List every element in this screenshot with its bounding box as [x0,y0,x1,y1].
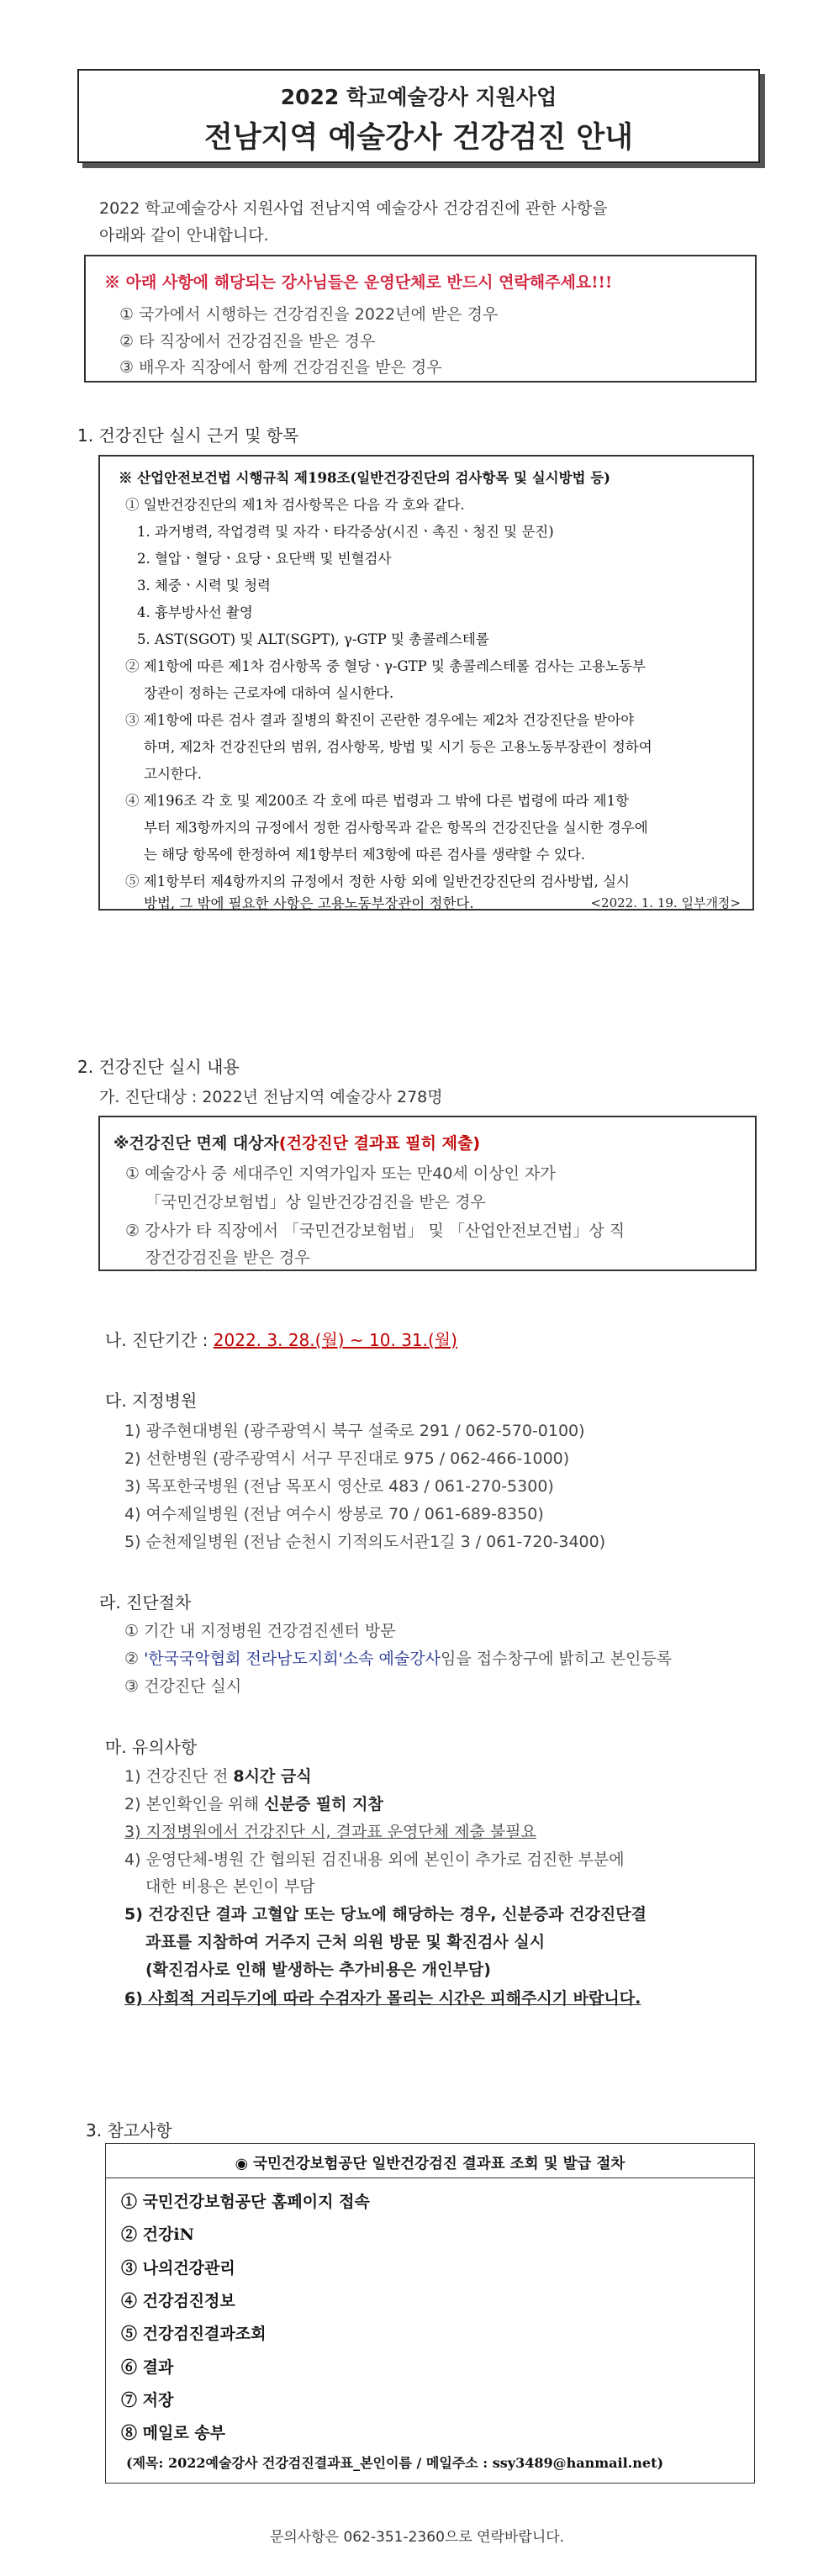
exempt-line: 「국민건강보험법」상 일반건강검진을 받은 경우 [145,1193,486,1211]
note-3: 3) 지정병원에서 건강진단 시, 결과표 운영단체 제출 불필요 [124,1823,536,1841]
procedure-step-2 [124,1646,672,1669]
reference-box-header [106,2144,754,2178]
section-3-heading: 3. 참고사항 [86,2120,172,2141]
procedure-heading: 라. 진단절차 [99,1592,192,1613]
law-line: ⑤ 제1항부터 제4항까지의 규정에서 정한 사항 외에 일반건강진단의 검사방법, 실시 [125,874,630,889]
note-5-line-2: 과표를 지참하여 거주지 근처 의원 방문 및 확진검사 실시 [145,1933,546,1951]
target-line: 가. 진단대상 : 2022년 전남지역 예술강사 278명 [99,1088,443,1106]
page-title: 전남지역 예술강사 건강검진 안내 [204,121,633,155]
hospital-item: 5) 순천제일병원 (전남 순천시 기적의도서관1길 3 / 061-720-3400) [124,1533,606,1551]
note-2-text: 2) 본인확인을 위해 [124,1795,265,1813]
note-6: 6) 사회적 거리두기에 따라 수검자가 몰리는 시간은 피해주시기 바랍니다. [124,1989,641,2008]
notice-item-3: ③ 배우자 직장에서 함께 건강검진을 받은 경우 [119,358,442,377]
contact-line: 문의사항은 062-351-2360으로 연락바랍니다. [269,2529,565,2546]
section-2-heading: 2. 건강진단 실시 내용 [77,1057,240,1077]
reference-step: ⑥ 결과 [121,2358,174,2377]
reference-step: ① 국민건강보험공단 홈페이지 접속 [121,2193,370,2211]
title-sub: 2022 학교예술강사 지원사업 [280,85,557,109]
title-box [77,69,760,163]
exempt-line: ① 예술강사 중 세대주인 지역가입자 또는 만40세 이상인 자가 [125,1164,556,1183]
note-5-line-3: (확진검사로 인해 발생하는 추가비용은 개인부담) [145,1961,491,1979]
exempt-box [98,1116,757,1271]
procedure-step-1: ① 기간 내 지정병원 건강검진센터 방문 [124,1622,396,1640]
exempt-title-main: ※건강진단 면제 대상자 [113,1134,279,1153]
law-line: 하며, 제2차 건강진단의 범위, 검사항목, 방법 및 시기 등은 고용노동부장관이 정하여 [144,739,652,755]
note-1 [124,1764,312,1787]
law-line: 4. 흉부방사선 촬영 [137,604,253,620]
note-4-line-2: 대한 비용은 본인이 부담 [145,1877,315,1896]
exempt-line: 장건강검진을 받은 경우 [145,1248,310,1267]
law-line: 는 해당 항목에 한정하여 제1항부터 제3항에 따른 검사를 생략할 수 있다. [144,847,585,863]
note-2-emph: 신분증 필히 지참 [264,1795,383,1813]
reference-step: ⑦ 저장 [121,2391,174,2410]
period-value: 2022. 3. 28.(월) ~ 10. 31.(월) [213,1330,457,1350]
law-line: 3. 체중ㆍ시력 및 청력 [137,578,271,594]
notice-heading: ※ 아래 사항에 해당되는 강사님들은 운영단체로 반드시 연락해주세요!!! [104,273,613,292]
law-line: 2. 혈압ㆍ혈당ㆍ요당ㆍ요단백 및 빈혈검사 [137,551,392,567]
hospital-item: 2) 선한병원 (광주광역시 서구 무진대로 975 / 062-466-1000) [124,1449,570,1468]
law-line: 방법, 그 밖에 필요한 사항은 고용노동부장관이 정한다. [144,895,474,911]
law-line: ④ 제196조 각 호 및 제200조 각 호에 따른 법령과 그 밖에 다른 법령에 따라 제1항 [125,793,630,809]
law-title: ※ 산업안전보건법 시행규칙 제198조(일반건강진단의 검사항목 및 실시방법 등) [119,470,610,486]
exempt-title-note: (건강진단 결과표 필히 제출) [278,1134,480,1153]
procedure-step-3: ③ 건강진단 실시 [124,1677,242,1696]
hospital-item: 3) 목포한국병원 (전남 목포시 영산로 483 / 061-270-5300) [124,1477,554,1496]
procedure-step-2-org: '한국국악협회 전라남도지회'소속 예술강사 [144,1650,441,1668]
note-1-text: 1) 건강진단 전 [124,1767,234,1786]
notes-heading: 마. 유의사항 [105,1737,198,1757]
reference-step: ② 건강iN [121,2225,194,2244]
section-1-heading: 1. 건강진단 실시 근거 및 항목 [77,425,299,446]
law-line: ② 제1항에 따른 제1차 검사항목 중 혈당ㆍγ-GTP 및 총콜레스테롤 검사는 고용노동부 [125,658,646,674]
revised-date: <2022. 1. 19. 일부개정> [590,895,741,911]
law-line: ① 일반건강진단의 제1차 검사항목은 다음 각 호와 같다. [125,497,465,513]
notice-item-1: ① 국가에서 시행하는 건강검진을 2022년에 받은 경우 [119,305,499,324]
law-line: 부터 제3항까지의 규정에서 정한 검사항목과 같은 항목의 건강진단을 실시한 경우에 [144,820,648,836]
law-box [98,455,754,911]
reference-box [105,2143,755,2484]
reference-step: ④ 건강검진정보 [121,2292,235,2310]
law-line: 5. AST(SGOT) 및 ALT(SGPT), γ-GTP 및 총콜레스테롤 [137,631,489,647]
law-line: 고시한다. [144,766,203,782]
law-line: ③ 제1항에 따른 검사 결과 질병의 확진이 곤란한 경우에는 제2차 건강진단을 받아야 [125,712,635,728]
exempt-line: ② 강사가 타 직장에서 「국민건강보험법」 및 「산업안전보건법」상 직 [125,1222,626,1240]
intro-line-2: 아래와 같이 안내합니다. [99,226,269,245]
note-5-line-1: 5) 건강진단 결과 고혈압 또는 당뇨에 해당하는 경우, 신분증과 건강진단결 [124,1905,647,1924]
hospitals-heading: 다. 지정병원 [105,1391,198,1411]
exempt-title [113,1131,480,1153]
note-2 [124,1792,383,1814]
notice-item-2: ② 타 직장에서 건강검진을 받은 경우 [119,332,376,351]
law-line: 1. 과거병력, 작업경력 및 자각ㆍ타각증상(시진ㆍ촉진ㆍ청진 및 문진) [137,524,554,540]
reference-step: ⑤ 건강검진결과조회 [121,2325,267,2343]
procedure-step-2-num: ② [124,1650,145,1668]
notice-box [84,255,757,383]
hospital-item: 1) 광주현대병원 (광주광역시 북구 설죽로 291 / 062-570-0100) [124,1422,585,1440]
reference-step: ⑧ 메일로 송부 [121,2424,225,2442]
reference-step: ③ 나의건강관리 [121,2259,235,2278]
period-line [105,1327,457,1351]
mail-note: (제목: 2022예술강사 건강검진결과표_본인이름 / 메일주소 : ssy3489@hanmail.net) [126,2455,664,2471]
procedure-step-2-rest: 임을 접수창구에 밝히고 본인등록 [440,1650,673,1668]
reference-box-title: ◉ 국민건강보험공단 일반건강검진 결과표 조회 및 발급 절차 [235,2156,626,2172]
intro-line-1: 2022 학교예술강사 지원사업 전남지역 예술강사 건강검진에 관한 사항을 [99,199,608,218]
hospital-item: 4) 여수제일병원 (전남 여수시 쌍봉로 70 / 061-689-8350) [124,1505,544,1523]
law-line: 장관이 정하는 근로자에 대하여 실시한다. [144,685,394,701]
note-1-emph: 8시간 금식 [233,1767,312,1786]
note-4-line-1: 4) 운영단체-병원 간 협의된 검진내용 외에 본인이 추가로 검진한 부분에 [124,1850,625,1869]
period-label: 나. 진단기간 : [105,1330,214,1350]
